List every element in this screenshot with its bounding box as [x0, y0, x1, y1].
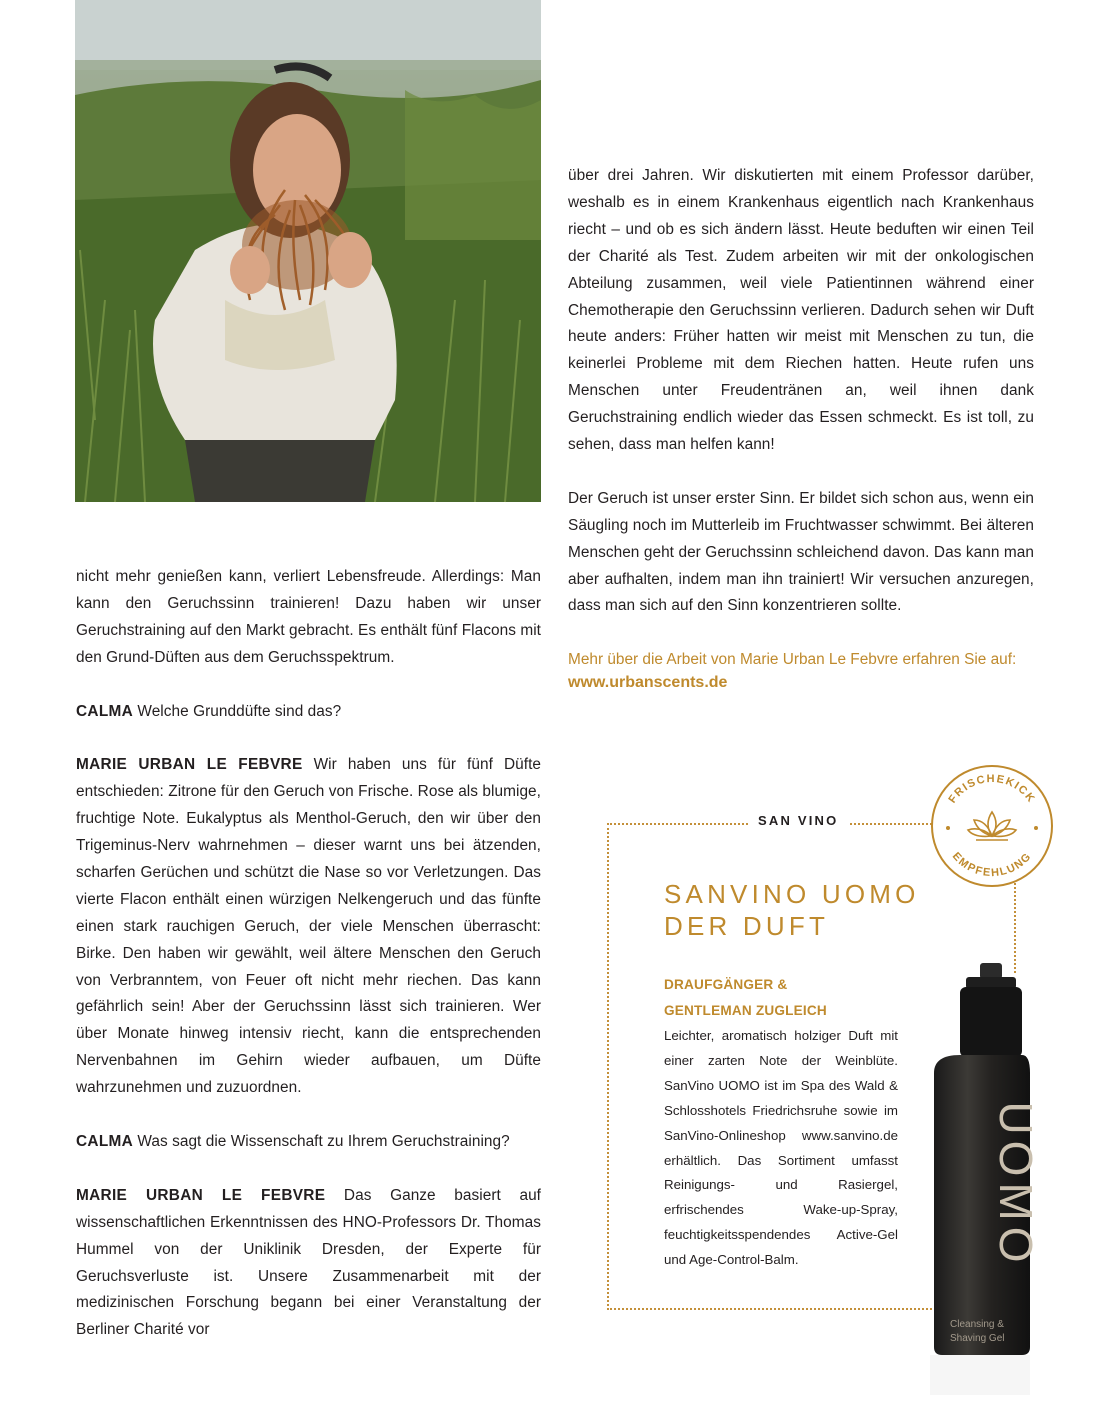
- question-text: Was sagt die Wissenschaft zu Ihrem Geruchstraining?: [133, 1132, 510, 1150]
- right-column: [568, 163, 1034, 692]
- speaker-marie: MARIE URBAN LE FEBVRE: [76, 756, 303, 774]
- product-title: [664, 878, 964, 942]
- paragraph: nicht mehr genießen kann, verliert Lebensfreude. Allerdings: Man kann den Geruchssinn trainieren! Dazu haben wir unser Geruchstraining auf den Markt gebracht. Es enthält fünf Flacons mit den Grund-Düften aus dem Geruchsspektrum.: [76, 568, 541, 666]
- question-text: Welche Grunddüfte sind das?: [133, 702, 342, 720]
- portrait-photo: [75, 0, 541, 502]
- product-subtitle-line1: DRAUFGÄNGER &: [664, 977, 788, 992]
- product-title-line2: DER DUFT: [664, 911, 830, 941]
- answer: [76, 752, 541, 1102]
- speaker-marie: MARIE URBAN LE FEBVRE: [76, 1186, 326, 1204]
- recommendation-badge: [928, 762, 1056, 890]
- more-info-text: Mehr über die Arbeit von Marie Urban Le Febvre erfahren Sie auf:: [568, 651, 1017, 669]
- product-description: Leichter, aromatisch holziger Duft mit einer zarten Note der Weinblüte. SanVino UOMO ist im Spa des Wald & Schlosshotels Friedrichsruhe sowie im SanVino-Onlineshop www.sanvino.de erhältlich. Das Sortiment umfasst Reinigungs- und Rasiergel, erfrischendes Wake-up-Spray, feuchtigkeitsspendendes Active-Gel und Age-Control-Balm.: [664, 1028, 898, 1268]
- product-box-label: SAN VINO: [748, 813, 848, 828]
- speaker-calma: CALMA: [76, 702, 134, 720]
- product-title-line1: SANVINO UOMO: [664, 879, 920, 909]
- paragraph: über drei Jahren. Wir diskutierten mit einem Professor darüber, weshalb es in einem Krankenhaus eigentlich nach Krankenhaus riecht – und ob es sich ändern lässt. Heute beduften wir einen Teil der Charité als Test. Zudem arbeiten wir mit der onkologischen Abteilung zusammen, weil viele Patientinnen während einer Chemotherapie den Geruchssinn verlieren. Dadurch sehen wir Duft heute anders: Früher hatten wir meist mit Menschen zu tun, die keinerlei Probleme mit dem Riechen hatten. Heute rufen uns Menschen unter Freudentränen an, weil ihnen dank Geruchstraining endlich wieder das Essen schmeckt. Es ist toll, zu sehen, dass man helfen kann!: [568, 167, 1034, 454]
- question: [76, 1129, 541, 1156]
- bottle-label-line2: Shaving Gel: [950, 1333, 1005, 1344]
- question: [76, 699, 541, 726]
- answer: [76, 1183, 541, 1344]
- speaker-calma: CALMA: [76, 1132, 134, 1150]
- product-subtitle-line2: GENTLEMAN ZUGLEICH: [664, 1003, 827, 1018]
- badge-bottom-text: EMPFEHLUNG: [949, 850, 1035, 880]
- answer-text: Wir haben uns für fünf Düfte entschieden: Zitrone für den Geruch von Frische. Rose als blumige, fruchtige Note. Eukalyptus als Menthol-Geruch, den wir über den Trigeminus-Nerv wahrnehmen – dieser warnt uns bei ätzenden, scharfen Gerüchen und schützt die Nase so vor Verletzungen. Das vierte Flacon enthält einen würzigen Nelkengeruch und das fünfte einen stark rauchigen Geruch, der viele Menschen überrascht: Birke. Den haben wir gewählt, weil ältere Menschen den Geruch von Verbranntem, von Feuer oft nicht mehr riechen. Das kann gefährlich sein! Aber der Geruchssinn lässt sich trainieren. Wer über Monate hinweg intensiv riecht, kann die entsprechenden Nervenbahnen im Gehirn wieder aufbauen, um Düfte wahrzunehmen und zuzuordnen.: [76, 756, 541, 1097]
- paragraph: Der Geruch ist unser erster Sinn. Er bildet sich schon aus, wenn ein Säugling noch im Mutterleib im Fruchtwasser schwimmt. Bei älteren Menschen geht der Geruchssinn schleichend davon. Das kann man aber aufhalten, indem man ihn trainiert! Wir versuchen anzuregen, dass man sich auf den Sinn konzentrieren sollte.: [568, 489, 1034, 615]
- website-link[interactable]: www.urbanscents.de: [568, 674, 728, 692]
- product-bottle-image: [880, 955, 1042, 1405]
- bottle-brand: UOMO: [990, 1101, 1042, 1269]
- left-column: [76, 564, 541, 1344]
- photo-illustration: [75, 0, 541, 502]
- product-copy: [664, 972, 898, 1273]
- bottle-label-line1: Cleansing &: [950, 1319, 1004, 1330]
- badge-top-text: FRISCHEKICK: [946, 772, 1038, 806]
- answer-text: Das Ganze basiert auf wissenschaftlichen Erkenntnissen des HNO-Professors Dr. Thomas Hummel von der Uniklinik Dresden, der Experte für Geruchsverluste ist. Unsere Zusammenarbeit mit der medizinischen Forschung begann bei einer Veranstaltung der Berliner Charité vor: [76, 1186, 542, 1339]
